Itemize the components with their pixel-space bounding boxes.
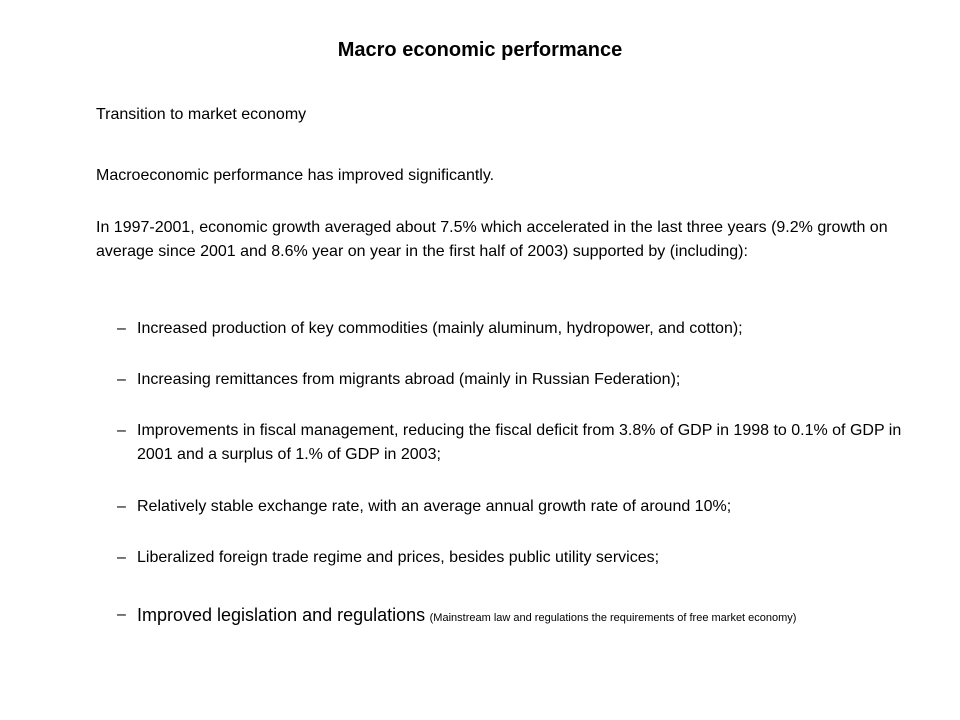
- bullet-text: Relatively stable exchange rate, with an average annual growth rate of around 10%;: [137, 498, 732, 515]
- bullet-text: [137, 603, 907, 630]
- paragraph-transition: Transition to market economy: [96, 106, 307, 123]
- paragraph-growth: In 1997-2001, economic growth averaged about 7.5% which accelerated in the last three years (9.2% growth on average since 2001 and 8.6% year on year in the first half of 2003) supported by (including):: [96, 219, 888, 260]
- bullet-marker: –: [117, 371, 126, 388]
- bullet-marker: –: [117, 498, 126, 515]
- bullet-main-text: Improved legislation and regulations: [137, 605, 426, 625]
- bullet-text: Increasing remittances from migrants abroad (mainly in Russian Federation);: [137, 371, 681, 388]
- bullet-marker: –: [117, 320, 126, 337]
- bullet-marker: –: [117, 606, 126, 623]
- bullet-text: Liberalized foreign trade regime and prices, besides public utility services;: [137, 549, 660, 566]
- bullet-marker: –: [117, 422, 126, 439]
- bullet-text: Increased production of key commodities (mainly aluminum, hydropower, and cotton);: [137, 320, 743, 337]
- slide-title: Macro economic performance: [337, 39, 623, 61]
- bullet-note-text: (Mainstream law and regulations the requirements of free market economy): [429, 612, 797, 624]
- paragraph-performance: Macroeconomic performance has improved significantly.: [96, 167, 495, 184]
- bullet-marker: –: [117, 549, 126, 566]
- bullet-text: Improvements in fiscal management, reducing the fiscal deficit from 3.8% of GDP in 1998 to 0.1% of GDP in 2001 and a surplus of 1.% of GDP in 2003;: [137, 422, 902, 463]
